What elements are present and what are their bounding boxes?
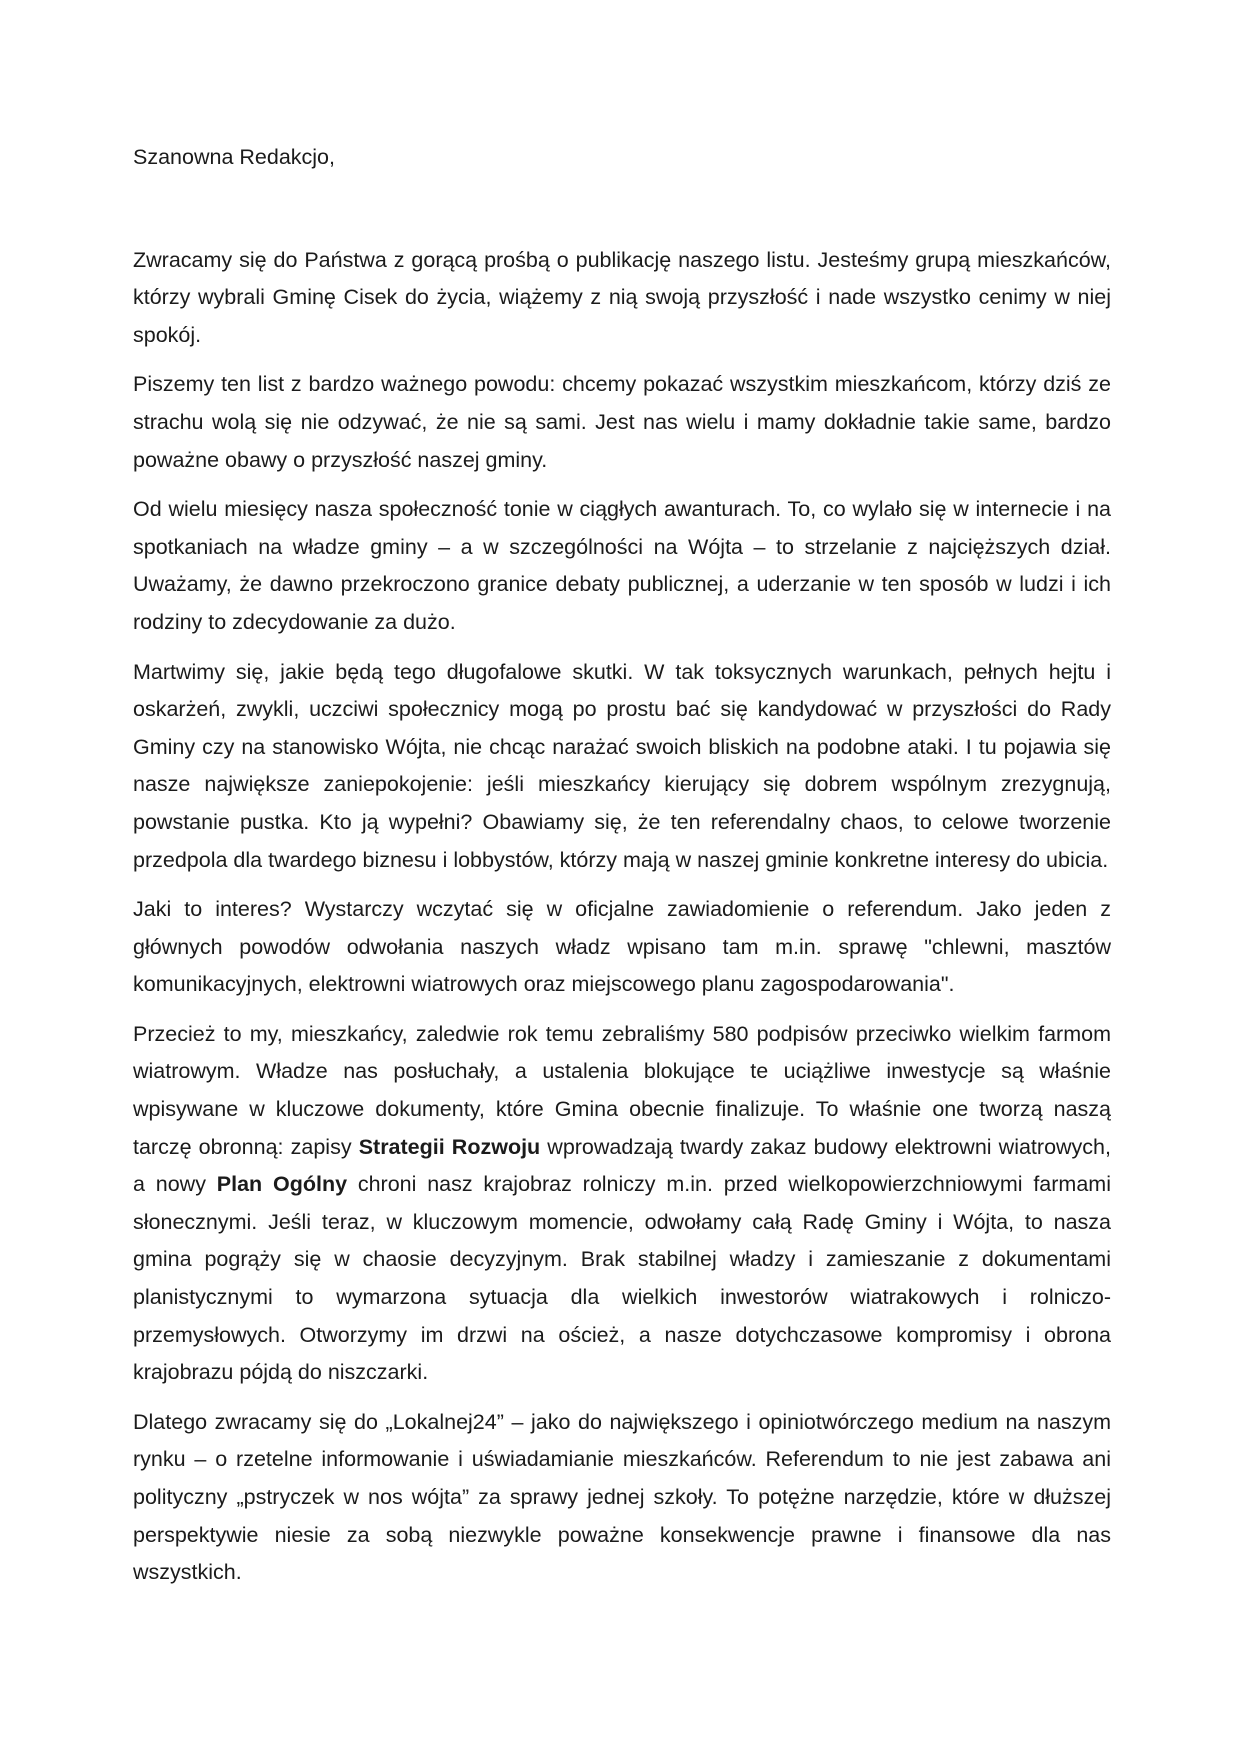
salutation: Szanowna Redakcjo, (133, 145, 335, 169)
bold-text-run: Plan Ogólny (216, 1172, 348, 1197)
text-run: Od wielu miesięcy nasza społeczność tonie w ciągłych awanturach. To, co wylało się w internecie i na spotkaniach na władze gminy – a w szczególności na Wójta – to strzelanie z najcięższych dział. Uważamy, że dawno przekroczono granice debaty publicznej, a uderzanie w ten sposób w ludzi i ich rodziny to zdecydowanie za dużo. (133, 497, 1111, 634)
paragraph (133, 242, 1111, 355)
paragraph (133, 654, 1111, 880)
text-run: Jaki to interes? Wystarczy wczytać się w oficjalne zawiadomienie o referendum. Jako jeden z głównych powodów odwołania naszych władz wpisano tam m.in. sprawę "chlewni, masztów komunikacyjnych, elektrowni wiatrowych oraz miejscowego planu zagospodarowania". (133, 897, 1111, 997)
paragraph (133, 1016, 1111, 1392)
text-run: Piszemy ten list z bardzo ważnego powodu: chcemy pokazać wszystkim mieszkańcom, którzy dziś ze strachu wolą się nie odzywać, że nie są sami. Jest nas wielu i mamy dokładnie takie same, bardzo poważne obawy o przyszłość naszej gminy. (133, 372, 1111, 472)
bold-text-run: Strategii Rozwoju (358, 1134, 541, 1159)
text-run: Martwimy się, jakie będą tego długofalowe skutki. W tak toksycznych warunkach, pełnych hejtu i oskarżeń, zwykli, uczciwi społecznicy mogą po prostu bać się kandydować w przyszłości do Rady Gminy czy na stanowisko Wójta, nie chcąc narażać swoich bliskich na podobne ataki. I tu pojawia się nasze największe zaniepokojenie: jeśli mieszkańcy kierujący się dobrem wspólnym zrezygnują, powstanie pustka. Kto ją wypełni? Obawiamy się, że ten referendalny chaos, to celowe tworzenie przedpola dla twardego biznesu i lobbystów, którzy mają w naszej gminie konkretne interesy do ubicia. (133, 659, 1111, 872)
text-run: Przecież to my, mieszkańcy, zaledwie rok temu zebraliśmy 580 podpisów przeciwko wielkim farmom wiatrowym. Władze nas posłuchały, a ustalenia blokujące te uciążliwe inwestycje są właśnie wpisywane w kluczowe dokumenty, które Gmina obecnie finalizuje. To właśnie one tworzą naszą tarczę obronną: zapisy (133, 1021, 1111, 1159)
text-run: Dlatego zwracamy się do „Lokalnej24” – jako do największego i opiniotwórczego medium na naszym rynku – o rzetelne informowanie i uświadamianie mieszkańców. Referendum to nie jest zabawa ani polityczny „pstryczek w nos wójta” za sprawy jednej szkoły. To potężne narzędzie, które w dłuższej perspektywie niesie za sobą niezwykle poważne konsekwencje prawne i finansowe dla nas wszystkich. (133, 1409, 1111, 1585)
paragraph (133, 1404, 1111, 1592)
text-run: chroni nasz krajobraz rolniczy m.in. przed wielkopowierzchniowymi farmami słonecznymi. Jeśli teraz, w kluczowym momencie, odwołamy całą Radę Gminy i Wójta, to nasza gmina pogrąży się w chaosie decyzyjnym. Brak stabilnej władzy i zamieszanie z dokumentami planistycznymi to wymarzona sytuacja dla wielkich inwestorów wiatrakowych i rolniczo-przemysłowych. Otworzymy im drzwi na oścież, a nasze dotychczasowe kompromisy i obrona krajobrazu pójdą do niszczarki. (133, 1172, 1111, 1385)
text-run: wprowadzają twardy zakaz budowy elektrowni wiatrowych, a nowy (133, 1134, 1111, 1197)
text-run: Zwracamy się do Państwa z gorącą prośbą o publikację naszego listu. Jesteśmy grupą mieszkańców, którzy wybrali Gminę Cisek do życia, wiążemy z nią swoją przyszłość i nade wszystko cenimy w niej spokój. (133, 247, 1111, 347)
letter-paragraphs (133, 242, 1111, 1592)
letter-body (133, 139, 1111, 1604)
paragraph (133, 491, 1111, 641)
paragraph (133, 366, 1111, 479)
paragraph (133, 891, 1111, 1004)
